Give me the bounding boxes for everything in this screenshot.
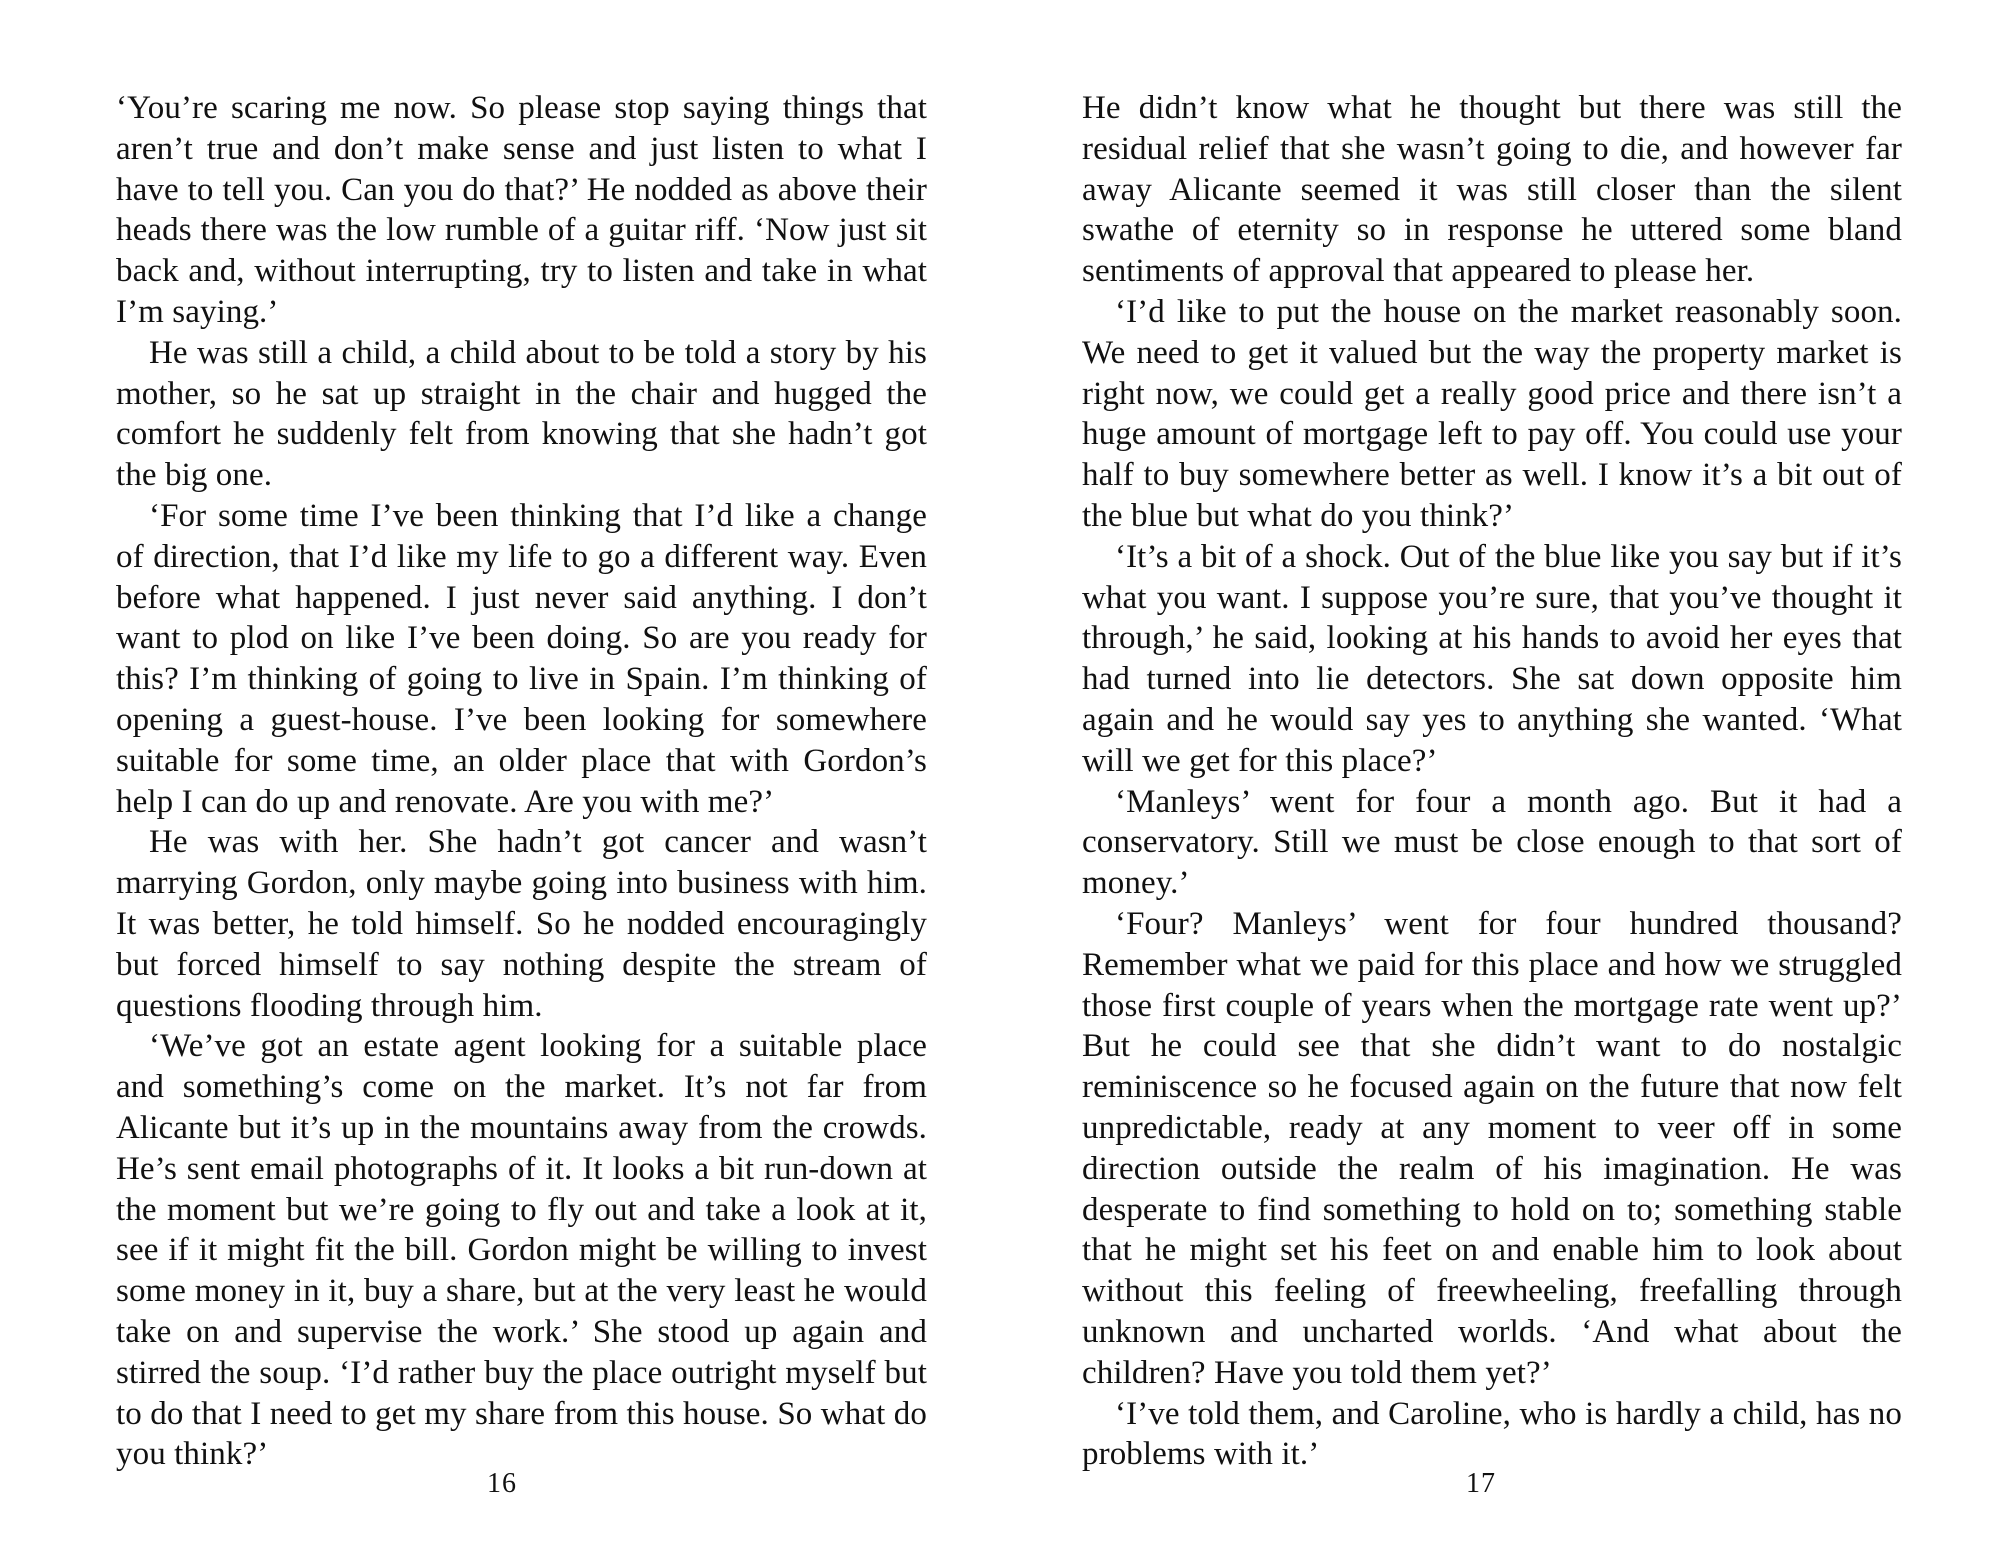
left-page-text [116, 88, 927, 1475]
paragraph: He didn’t know what he thought but there was still the residual relief that she wasn’t going to die, and however far away Alicante seemed it was still closer than the silent swathe of eternity so in response he uttered some bland sentiments of approval that appeared to please her. [1082, 90, 1902, 290]
paragraph: ‘We’ve got an estate agent looking for a suitable place and something’s come on the market. It’s not far from Alicante but it’s up in the mountains away from the crowds. He’s sent email photographs of it. It looks a bit run-down at the moment but we’re going to fly out and take a look at it, see if it might fit the bill. Gordon might be willing to invest some money in it, buy a share, but at the very least he would take on and supervise the work.’ She stood up again and stirred the soup. ‘I’d rather buy the place outright myself but to do that I need to get my share from this house. So what do you think?’ [116, 1028, 927, 1473]
paragraph: He was with her. She hadn’t got cancer and wasn’t marrying Gordon, only maybe going into business with him. It was better, he told himself. So he nodded encouragingly but forced himself to say nothing despite the stream of questions flooding through him. [116, 824, 927, 1024]
right-page-text [1082, 88, 1902, 1475]
paragraph: ‘Four? Manleys’ went for four hundred thousand? Remember what we paid for this place and how we struggled those first couple of years when the mortgage rate went up?’ But he could see that she didn’t want to do nostalgic reminiscence so he focused again on the future that now felt unpredictable, ready at any moment to veer off in some direction outside the realm of his imagination. He was desperate to find something to hold on to; something stable that he might set his feet on and enable him to look about without this feeling of freewheeling, freefalling through unknown and uncharted worlds. ‘And what about the children? Have you told them yet?’ [1082, 905, 1902, 1391]
paragraph: He was still a child, a child about to be told a story by his mother, so he sat up straight in the chair and hugged the comfort he suddenly felt from knowing that she hadn’t got the big one. [116, 334, 927, 494]
paragraph: ‘For some time I’ve been thinking that I’d like a change of direction, that I’d like my life to go a different way. Even before what happened. I just never said anything. I don’t want to plod on like I’ve been doing. So are you ready for this? I’m thinking of going to live in Spain. I’m thinking of opening a guest-house. I’ve been looking for somewhere suitable for some time, an older place that with Gordon’s help I can do up and renovate. Are you with me?’ [116, 497, 927, 820]
page-number-left: 16 [487, 1468, 517, 1499]
paragraph: ‘Manleys’ went for four a month ago. But it had a conservatory. Still we must be close enough to that sort of money.’ [1082, 783, 1902, 902]
paragraph: ‘I’ve told them, and Caroline, who is hardly a child, has no problems with it.’ [1082, 1395, 1902, 1473]
paragraph: ‘It’s a bit of a shock. Out of the blue like you say but if it’s what you want. I suppose you’re sure, that you’ve thought it through,’ he said, looking at his hands to avoid her eyes that had turned into lie detectors. She sat down opposite him again and he would say yes to anything she wanted. ‘What will we get for this place?’ [1082, 538, 1902, 779]
page-number-right: 17 [1466, 1468, 1496, 1499]
paragraph: ‘I’d like to put the house on the market reasonably soon. We need to get it valued but the way the property market is right now, we could get a really good price and there isn’t a huge amount of mortgage left to pay off. You could use your half to buy somewhere better as well. I know it’s a bit out of the blue but what do you think?’ [1082, 293, 1902, 534]
paragraph: ‘You’re scaring me now. So please stop saying things that aren’t true and don’t make sense and just listen to what I have to tell you. Can you do that?’ He nodded as above their heads there was the low rumble of a guitar riff. ‘Now just sit back and, without interrupting, try to listen and take in what I’m saying.’ [116, 90, 927, 330]
